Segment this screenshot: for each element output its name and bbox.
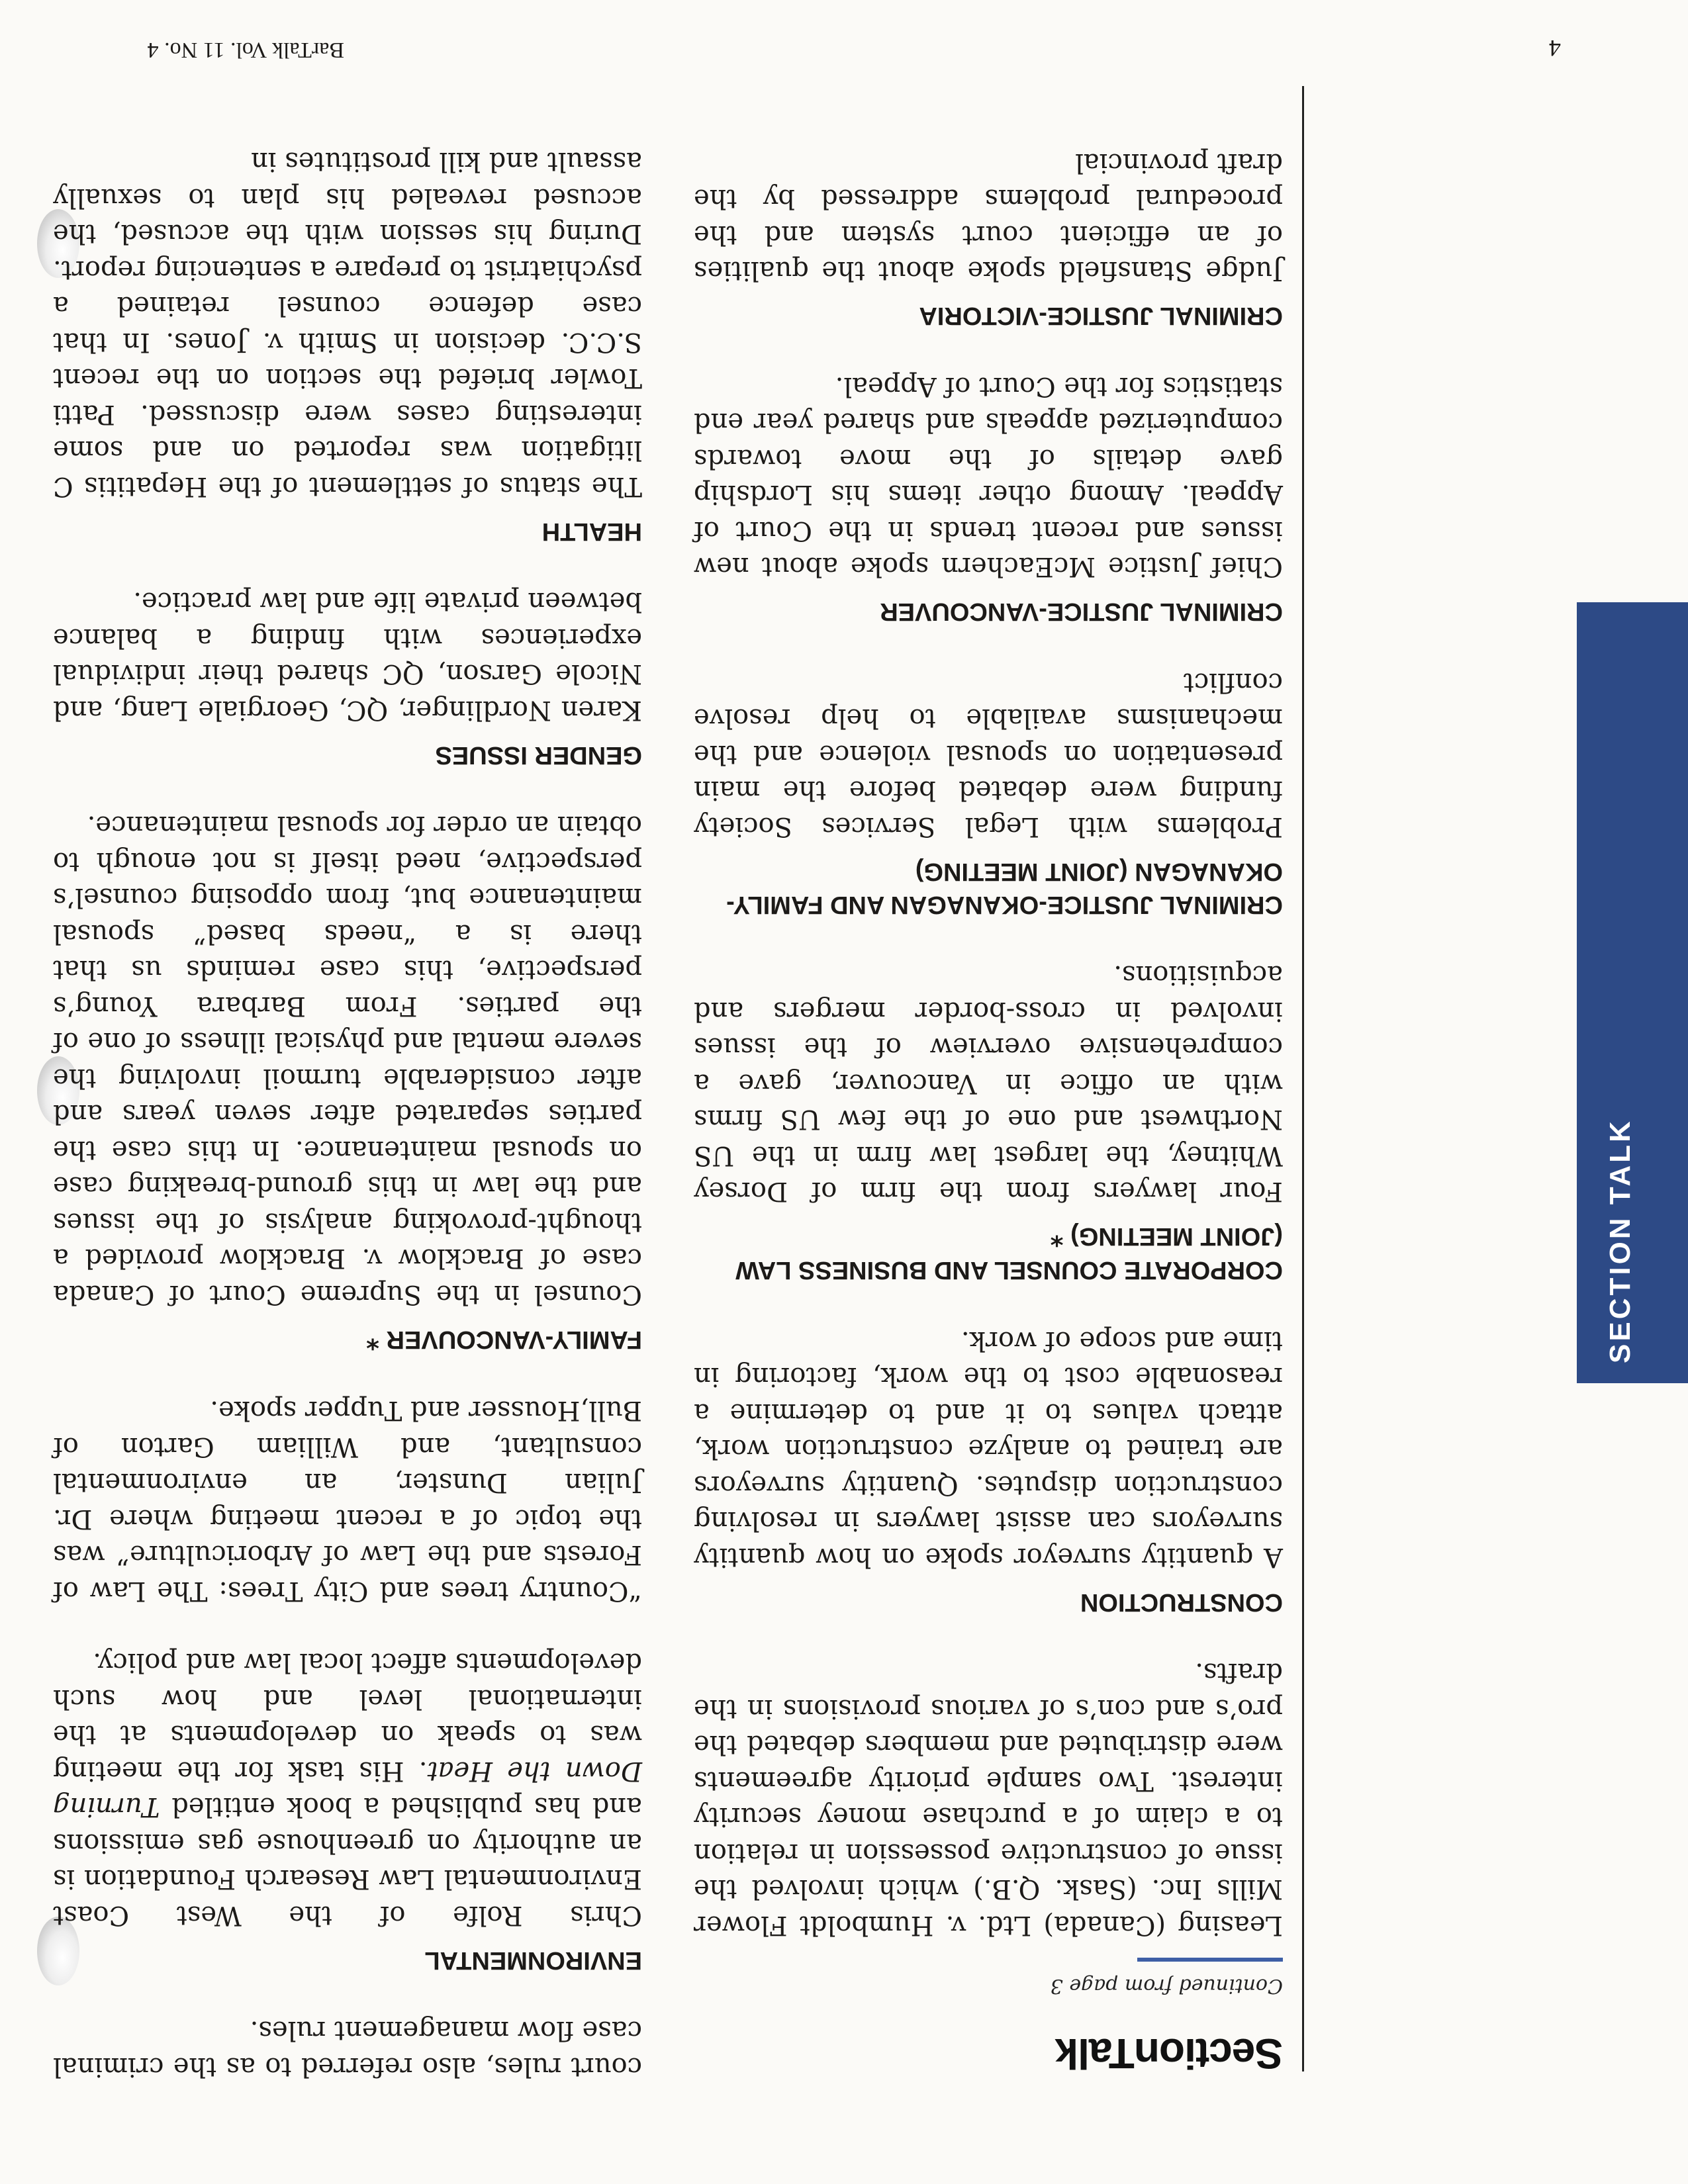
trees-paragraph: “Country trees and City Trees: The Law of Forests and the Law of Arboriculture” was the topic of a recent meeting where Dr. Julian Dunster, an environmental consultant, and William Garton of Bull,Housser and Tupper spoke. (53, 1395, 642, 1606)
section-talk-tab-label: SECTION TALK (1604, 1118, 1636, 1363)
heading-criminal-victoria: CRIMINAL JUSTICE-VICTORIA (919, 302, 1283, 330)
heading-construction: CONSTRUCTION (1080, 1588, 1283, 1616)
asterisk-mark: * (1050, 1222, 1064, 1252)
heading-corporate-text: CORPORATE COUNSEL AND BUSINESS LAW (JOINT MEETING) (735, 1222, 1283, 1285)
continued-note: Continued from page 3 (1050, 1974, 1283, 1997)
okanagan-paragraph: Problems with Legal Services Society funding were debated before the main presentation on spousal violence and the mechanisms available to help resolve conflict (694, 667, 1283, 842)
environmental-text-end: . His task for the meeting was to speak on developments at the international level and how such developments affect local law and policy. (52, 1647, 642, 1786)
asterisk-mark: * (366, 1326, 380, 1355)
heading-corporate (694, 1220, 1283, 1287)
footer-issue: BarTalk Vol. 11 No. 4 (147, 38, 344, 62)
gender-paragraph: Karen Nordlinger, QC, Georgiale Lang, and Nicole Garson, QC shared their individual experiences with finding a balance between private life and law practice. (53, 586, 642, 725)
masthead-title: SectionTalk (1055, 2030, 1283, 2077)
environmental-paragraph (53, 1645, 642, 1933)
heading-health: HEALTH (541, 518, 642, 545)
environmental-text-start: Chris Rolfe of the West Coast Environmental Law Research Foundation is an authority on greenhouse gas emissions and has published a book entitled (53, 1792, 642, 1931)
heading-family-vancouver (53, 1323, 642, 1357)
right-column (53, 108, 642, 2085)
masthead-rule (1137, 1958, 1283, 1962)
book-title: Turning Down the Heat (53, 1756, 642, 1823)
left-column (694, 109, 1283, 1944)
construction-paragraph: A quantity surveyor spoke on how quantity surveyors can assist lawyers in resolving construction disputes. Quantity surveyors are trained to analyze construction work, attach values to it and to determine a reasonable cost to the work, factoring in time and scope of work. (694, 1326, 1283, 1572)
page-number: 4 (1549, 35, 1561, 62)
heading-gender-issues: GENDER ISSUES (435, 741, 642, 769)
column-divider (1302, 86, 1304, 2071)
rules-continuation-paragraph: court rules, also referred to as the criminal case flow management rules. (53, 2015, 642, 2082)
criminal-vancouver-paragraph: Chief Justice McEachern spoke about new issues and recent trends in the Court of Appeal. Among other items his Lordship gave details of the move towards computerized appeals and shared year end statistics for the Court of Appeal. (694, 371, 1283, 582)
corporate-paragraph: Four lawyers from the firm of Dorsey Whitney, the largest law firm in the US Northwest and one of the few US firms with an office in Vancouver, gave a comprehensive overview of the issues involved in cross-border mergers and acquisitions. (694, 960, 1283, 1207)
criminal-victoria-paragraph: Judge Stansfield spoke about the qualities of an efficient court system and the procedural problems addressed by the draft provincial (694, 148, 1283, 287)
heading-environmental: ENVIRONMENTAL (424, 1946, 642, 1974)
heading-criminal-vancouver: CRIMINAL JUSTICE-VANCOUVER (880, 598, 1283, 626)
family-paragraph: Counsel in the Supreme Court of Canada case of Bracklow v. Bracklow provided a thought-provoking analysis of the issues and the law in this ground-breaking case on spousal maintenance. In this case the parties separated after seven years and after considerable turmoil involving the severe mental and physical illness of one of the parties. From Barbara Young’s perspective, this case reminds us that there is a “needs based” spousal maintenance but, from opposing counsel’s perspective, need itself is not enough to obtain an order for spousal maintenance. (53, 810, 642, 1310)
intro-paragraph: Leasing (Canada) Ltd. v. Humboldt Flower Mills Inc. (Sask. Q.B.) which involved the issue of constructive possession in relation to a claim of a purchase money security interest. Two sample priority agreements were distributed and members debated the pro’s and con’s of various provisions in the drafts. (694, 1657, 1283, 1940)
heading-family-text: FAMILY-VANCOUVER (386, 1326, 642, 1353)
health-paragraph: The status of settlement of the Hepatitis C litigation was reported on and some interesting cases were discussed. Patti Towler briefed the section on the recent S.C.C. decision in Smith v. Jones. In that case defence counsel retained a psychiatrist to prepare a sentencing report. During his session with the accused, the accused revealed his plan to sexually assault and kill prostitutes in (53, 146, 642, 502)
heading-okanagan: CRIMINAL JUSTICE-OKANAGAN AND FAMILY-OKANAGAN (JOINT MEETING) (726, 858, 1283, 919)
